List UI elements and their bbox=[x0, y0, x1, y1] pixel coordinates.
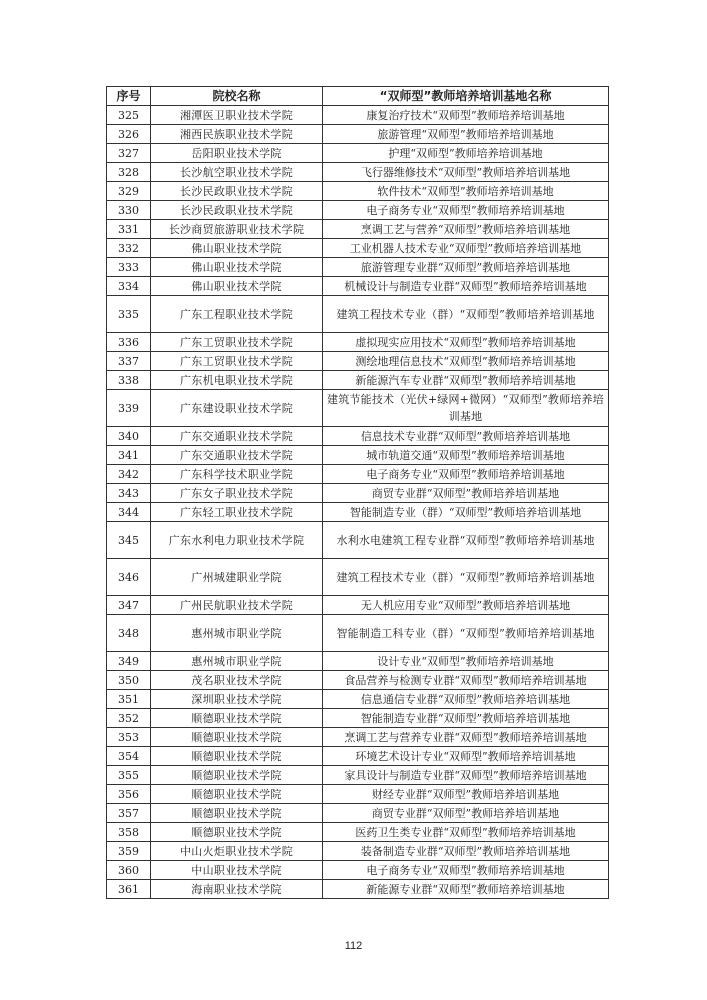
base-name: 电子商务专业“双师型”教师培养培训基地 bbox=[323, 465, 609, 484]
row-index: 335 bbox=[107, 296, 151, 333]
table-row bbox=[107, 690, 609, 709]
school-name: 长沙航空职业技术学院 bbox=[151, 163, 323, 182]
school-name: 广州城建职业学院 bbox=[151, 559, 323, 596]
table-row bbox=[107, 484, 609, 503]
table-row bbox=[107, 277, 609, 296]
school-name: 广东水利电力职业技术学院 bbox=[151, 522, 323, 559]
school-name: 广东工贸职业技术学院 bbox=[151, 352, 323, 371]
school-name: 顺德职业技术学院 bbox=[151, 804, 323, 823]
row-index: 332 bbox=[107, 239, 151, 258]
row-index: 346 bbox=[107, 559, 151, 596]
base-name: 康复治疗技术“双师型”教师培养培训基地 bbox=[323, 106, 609, 125]
row-index: 325 bbox=[107, 106, 151, 125]
base-name: 建筑节能技术（光伏+绿网+微网）“双师型”教师培养培训基地 bbox=[323, 390, 609, 427]
school-name: 顺德职业技术学院 bbox=[151, 709, 323, 728]
base-name: 设计专业“双师型”教师培养培训基地 bbox=[323, 652, 609, 671]
table-row bbox=[107, 842, 609, 861]
base-name: 工业机器人技术专业“双师型”教师培养培训基地 bbox=[323, 239, 609, 258]
table-row bbox=[107, 296, 609, 333]
base-name: 建筑工程技术专业（群）“双师型”教师培养培训基地 bbox=[323, 559, 609, 596]
school-name: 广东交通职业技术学院 bbox=[151, 446, 323, 465]
base-name: 家具设计与制造专业群“双师型”教师培养培训基地 bbox=[323, 766, 609, 785]
base-name: 电子商务专业“双师型”教师培养培训基地 bbox=[323, 201, 609, 220]
row-index: 352 bbox=[107, 709, 151, 728]
table-row bbox=[107, 106, 609, 125]
row-index: 351 bbox=[107, 690, 151, 709]
table-row bbox=[107, 446, 609, 465]
table-row bbox=[107, 823, 609, 842]
school-name: 岳阳职业技术学院 bbox=[151, 144, 323, 163]
table-row bbox=[107, 371, 609, 390]
row-index: 334 bbox=[107, 277, 151, 296]
base-name: 食品营养与检测专业群“双师型”教师培养培训基地 bbox=[323, 671, 609, 690]
table-row bbox=[107, 522, 609, 559]
table-header-row bbox=[107, 87, 609, 106]
row-index: 329 bbox=[107, 182, 151, 201]
base-name: 飞行器维修技术“双师型”教师培养培训基地 bbox=[323, 163, 609, 182]
row-index: 344 bbox=[107, 503, 151, 522]
table-row bbox=[107, 182, 609, 201]
header-index: 序号 bbox=[107, 87, 151, 106]
table-row bbox=[107, 559, 609, 596]
school-name: 海南职业技术学院 bbox=[151, 880, 323, 899]
base-name: 水利水电建筑工程专业群“双师型”教师培养培训基地 bbox=[323, 522, 609, 559]
table-row bbox=[107, 652, 609, 671]
table-row bbox=[107, 728, 609, 747]
base-name: 智能制造专业（群）“双师型”教师培养培训基地 bbox=[323, 503, 609, 522]
table-row bbox=[107, 747, 609, 766]
table-row bbox=[107, 465, 609, 484]
school-name: 广东工贸职业技术学院 bbox=[151, 333, 323, 352]
base-name: 医药卫生类专业群“双师型”教师培养培训基地 bbox=[323, 823, 609, 842]
table-row bbox=[107, 766, 609, 785]
table-row bbox=[107, 596, 609, 615]
school-name: 茂名职业技术学院 bbox=[151, 671, 323, 690]
row-index: 359 bbox=[107, 842, 151, 861]
base-name: 烹调工艺与营养专业群“双师型”教师培养培训基地 bbox=[323, 728, 609, 747]
row-index: 328 bbox=[107, 163, 151, 182]
row-index: 339 bbox=[107, 390, 151, 427]
base-name: 旅游管理专业群“双师型”教师培养培训基地 bbox=[323, 258, 609, 277]
base-name: 虚拟现实应用技术“双师型”教师培养培训基地 bbox=[323, 333, 609, 352]
header-base: “双师型”教师培养培训基地名称 bbox=[323, 87, 609, 106]
row-index: 342 bbox=[107, 465, 151, 484]
base-name: 建筑工程技术专业（群）“双师型”教师培养培训基地 bbox=[323, 296, 609, 333]
school-name: 惠州城市职业学院 bbox=[151, 615, 323, 652]
school-name: 湘潭医卫职业技术学院 bbox=[151, 106, 323, 125]
school-name: 佛山职业技术学院 bbox=[151, 239, 323, 258]
row-index: 347 bbox=[107, 596, 151, 615]
row-index: 350 bbox=[107, 671, 151, 690]
row-index: 338 bbox=[107, 371, 151, 390]
base-name: 机械设计与制造专业群“双师型”教师培养培训基地 bbox=[323, 277, 609, 296]
row-index: 337 bbox=[107, 352, 151, 371]
base-name: 信息技术专业群“双师型”教师培养培训基地 bbox=[323, 427, 609, 446]
school-name: 广东女子职业技术学院 bbox=[151, 484, 323, 503]
school-name: 顺德职业技术学院 bbox=[151, 823, 323, 842]
base-name: 信息通信专业群“双师型”教师培养培训基地 bbox=[323, 690, 609, 709]
base-name: 软件技术“双师型”教师培养培训基地 bbox=[323, 182, 609, 201]
table-row bbox=[107, 201, 609, 220]
school-name: 顺德职业技术学院 bbox=[151, 766, 323, 785]
row-index: 343 bbox=[107, 484, 151, 503]
school-name: 深圳职业技术学院 bbox=[151, 690, 323, 709]
table-row bbox=[107, 785, 609, 804]
table-row bbox=[107, 804, 609, 823]
table-row bbox=[107, 220, 609, 239]
header-school: 院校名称 bbox=[151, 87, 323, 106]
row-index: 358 bbox=[107, 823, 151, 842]
school-name: 广东交通职业技术学院 bbox=[151, 427, 323, 446]
table-row bbox=[107, 258, 609, 277]
table-row bbox=[107, 503, 609, 522]
base-name: 环境艺术设计专业“双师型”教师培养培训基地 bbox=[323, 747, 609, 766]
table-row bbox=[107, 239, 609, 258]
school-name: 广东机电职业技术学院 bbox=[151, 371, 323, 390]
school-name: 顺德职业技术学院 bbox=[151, 728, 323, 747]
base-name: 装备制造专业群“双师型”教师培养培训基地 bbox=[323, 842, 609, 861]
table-row bbox=[107, 880, 609, 899]
school-name: 惠州城市职业学院 bbox=[151, 652, 323, 671]
table-row bbox=[107, 125, 609, 144]
table-row bbox=[107, 144, 609, 163]
base-name: 商贸专业群“双师型”教师培养培训基地 bbox=[323, 804, 609, 823]
row-index: 353 bbox=[107, 728, 151, 747]
row-index: 333 bbox=[107, 258, 151, 277]
base-name: 商贸专业群“双师型”教师培养培训基地 bbox=[323, 484, 609, 503]
school-name: 广东科学技术职业学院 bbox=[151, 465, 323, 484]
table-row bbox=[107, 333, 609, 352]
school-name: 长沙民政职业技术学院 bbox=[151, 201, 323, 220]
table-row bbox=[107, 163, 609, 182]
row-index: 331 bbox=[107, 220, 151, 239]
base-name: 财经专业群“双师型”教师培养培训基地 bbox=[323, 785, 609, 804]
base-name: 无人机应用专业“双师型”教师培养培训基地 bbox=[323, 596, 609, 615]
school-name: 中山火炬职业技术学院 bbox=[151, 842, 323, 861]
row-index: 354 bbox=[107, 747, 151, 766]
row-index: 349 bbox=[107, 652, 151, 671]
row-index: 360 bbox=[107, 861, 151, 880]
table-row bbox=[107, 390, 609, 427]
table-row bbox=[107, 427, 609, 446]
training-base-table bbox=[106, 86, 609, 899]
school-name: 广州民航职业技术学院 bbox=[151, 596, 323, 615]
row-index: 361 bbox=[107, 880, 151, 899]
table-row bbox=[107, 709, 609, 728]
base-name: 智能制造专业群“双师型”教师培养培训基地 bbox=[323, 709, 609, 728]
school-name: 长沙民政职业技术学院 bbox=[151, 182, 323, 201]
school-name: 顺德职业技术学院 bbox=[151, 785, 323, 804]
base-name: 电子商务专业“双师型”教师培养培训基地 bbox=[323, 861, 609, 880]
school-name: 湘西民族职业技术学院 bbox=[151, 125, 323, 144]
table-row bbox=[107, 861, 609, 880]
table-row bbox=[107, 352, 609, 371]
school-name: 佛山职业技术学院 bbox=[151, 277, 323, 296]
base-name: 城市轨道交通“双师型”教师培养培训基地 bbox=[323, 446, 609, 465]
page-number: 112 bbox=[344, 940, 363, 952]
school-name: 佛山职业技术学院 bbox=[151, 258, 323, 277]
row-index: 345 bbox=[107, 522, 151, 559]
base-name: 新能源专业群“双师型”教师培养培训基地 bbox=[323, 880, 609, 899]
school-name: 长沙商贸旅游职业技术学院 bbox=[151, 220, 323, 239]
row-index: 327 bbox=[107, 144, 151, 163]
row-index: 340 bbox=[107, 427, 151, 446]
base-name: 新能源汽车专业群“双师型”教师培养培训基地 bbox=[323, 371, 609, 390]
school-name: 中山职业技术学院 bbox=[151, 861, 323, 880]
row-index: 326 bbox=[107, 125, 151, 144]
base-name: 烹调工艺与营养“双师型”教师培养培训基地 bbox=[323, 220, 609, 239]
row-index: 357 bbox=[107, 804, 151, 823]
row-index: 330 bbox=[107, 201, 151, 220]
base-name: 测绘地理信息技术“双师型”教师培养培训基地 bbox=[323, 352, 609, 371]
school-name: 广东轻工职业技术学院 bbox=[151, 503, 323, 522]
row-index: 355 bbox=[107, 766, 151, 785]
school-name: 广东工程职业技术学院 bbox=[151, 296, 323, 333]
row-index: 336 bbox=[107, 333, 151, 352]
base-name: 旅游管理“双师型”教师培养培训基地 bbox=[323, 125, 609, 144]
row-index: 341 bbox=[107, 446, 151, 465]
school-name: 顺德职业技术学院 bbox=[151, 747, 323, 766]
row-index: 348 bbox=[107, 615, 151, 652]
table-body bbox=[107, 106, 609, 899]
school-name: 广东建设职业技术学院 bbox=[151, 390, 323, 427]
base-name: 护理“双师型”教师培养培训基地 bbox=[323, 144, 609, 163]
table-row bbox=[107, 615, 609, 652]
table-row bbox=[107, 671, 609, 690]
row-index: 356 bbox=[107, 785, 151, 804]
base-name: 智能制造工科专业（群）“双师型”教师培养培训基地 bbox=[323, 615, 609, 652]
